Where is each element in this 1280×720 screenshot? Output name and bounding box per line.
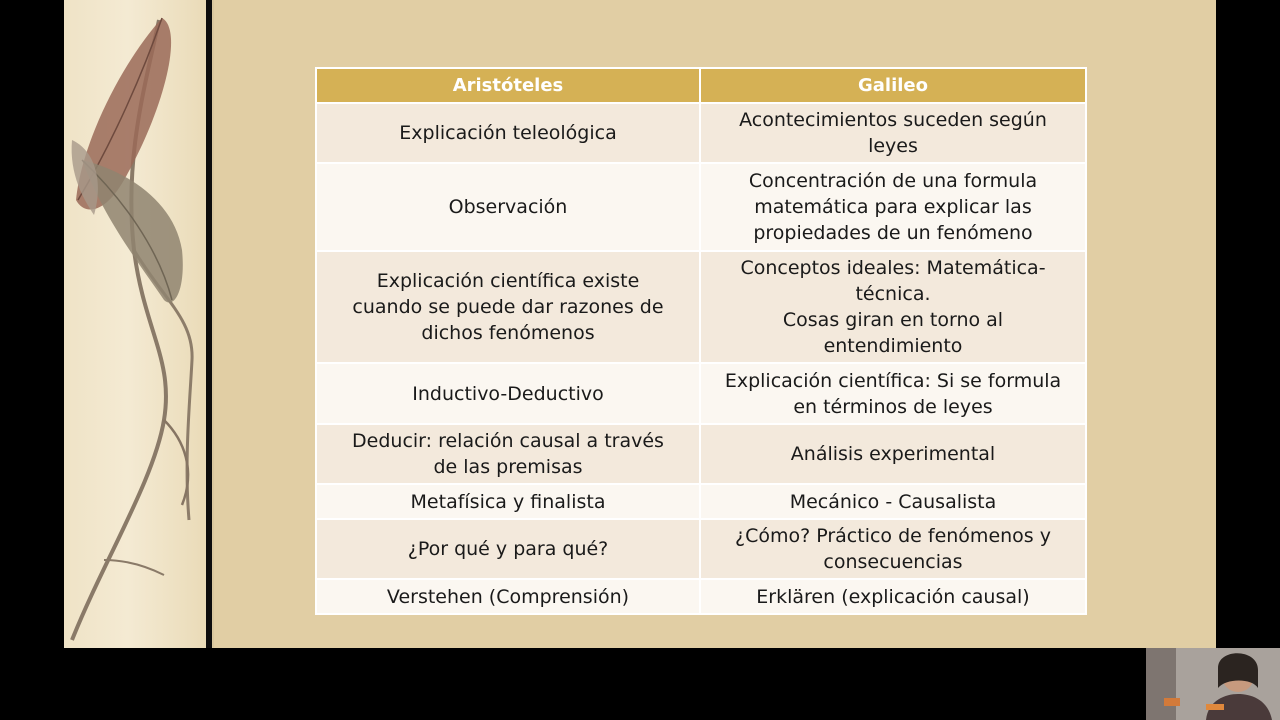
cell-aristoteles: ¿Por qué y para qué? [316, 519, 700, 579]
cell-galileo: Conceptos ideales: Matemática- técnica. Cosas giran en torno al entendimiento [700, 251, 1086, 363]
cell-galileo: Análisis experimental [700, 424, 1086, 484]
cell-aristoteles: Explicación científica existe cuando se puede dar razones de dichos fenómenos [316, 251, 700, 363]
table-row [316, 363, 1086, 424]
cell-aristoteles: Inductivo-Deductivo [316, 363, 700, 424]
table-row [316, 424, 1086, 484]
cell-galileo: Acontecimientos suceden según leyes [700, 103, 1086, 163]
decorative-side-panel [64, 0, 206, 648]
leaf-branch-icon [64, 0, 206, 648]
table-header-row [316, 68, 1086, 103]
table-row [316, 484, 1086, 519]
presenter-video-icon [1146, 648, 1280, 720]
cell-galileo: Explicación científica: Si se formula en términos de leyes [700, 363, 1086, 424]
table-row [316, 579, 1086, 614]
cell-aristoteles: Observación [316, 163, 700, 251]
cell-galileo: Mecánico - Causalista [700, 484, 1086, 519]
table-row [316, 163, 1086, 251]
table-row [316, 103, 1086, 163]
header-aristoteles: Aristóteles [316, 68, 700, 103]
cell-aristoteles: Verstehen (Comprensión) [316, 579, 700, 614]
table-row [316, 251, 1086, 363]
webcam-thumbnail [1146, 648, 1280, 720]
cell-aristoteles: Explicación teleológica [316, 103, 700, 163]
cell-aristoteles: Deducir: relación causal a través de las premisas [316, 424, 700, 484]
table-row [316, 519, 1086, 579]
cell-aristoteles: Metafísica y finalista [316, 484, 700, 519]
cell-galileo: Concentración de una formula matemática para explicar las propiedades de un fenómeno [700, 163, 1086, 251]
presentation-slide [64, 0, 1216, 648]
cell-galileo: Erklären (explicación causal) [700, 579, 1086, 614]
header-galileo: Galileo [700, 68, 1086, 103]
cell-galileo: ¿Cómo? Práctico de fenómenos y consecuencias [700, 519, 1086, 579]
comparison-table [315, 67, 1087, 615]
